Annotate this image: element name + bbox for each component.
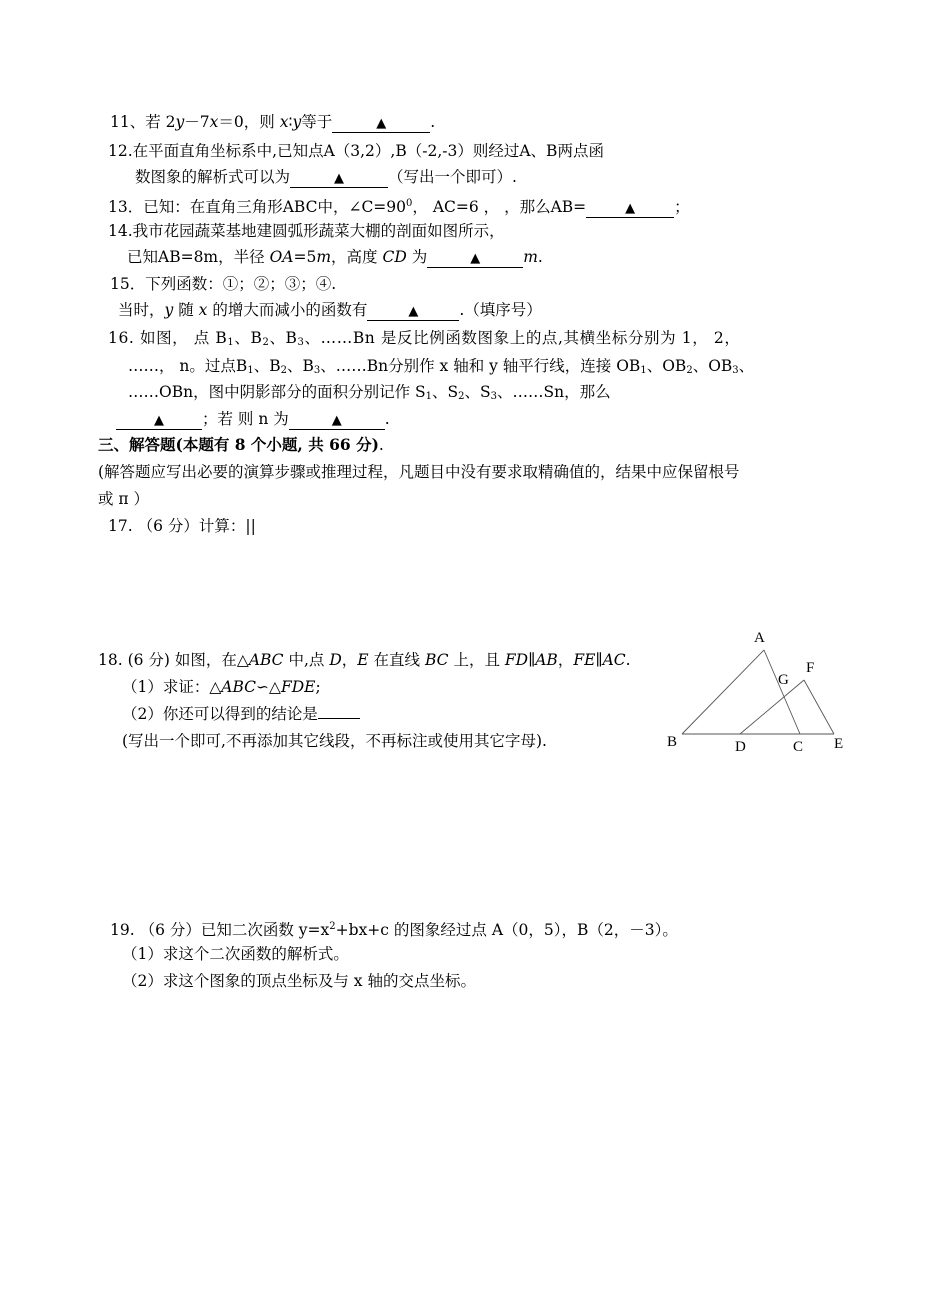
label-c: C: [793, 739, 804, 755]
label-f: F: [806, 660, 815, 676]
segment-ac: [764, 650, 800, 734]
section-3-note-line-1: (解答题应写出必要的演算步骤或推理过程，凡题目中没有要求取精确值的，结果中应保留根号: [98, 463, 740, 481]
question-17: 17. （6 分）计算：||: [108, 517, 256, 535]
question-15-line-2: 当时，y 随 x 的增大而减小的函数有 ▲ .（填序号）: [118, 301, 542, 319]
answer-blank[interactable]: [586, 199, 674, 218]
question-19-line-3: （2）求这个图象的顶点坐标及与 x 轴的交点坐标。: [122, 972, 476, 990]
question-18-line-3: （2）你还可以得到的结论是: [122, 704, 360, 724]
question-16-line-3: ……OBn，图中阴影部分的面积分别记作 $S_1$、$S_2$、$S_3$、……Sn，那么: [128, 383, 611, 402]
answer-blank[interactable]: [116, 411, 202, 430]
triangle-icon: ▲: [334, 171, 345, 186]
answer-blank[interactable]: [332, 114, 430, 133]
answer-blank[interactable]: [367, 302, 459, 321]
question-15-line-1: 15．下列函数：①；②；③；④.: [110, 275, 337, 293]
answer-blank[interactable]: [318, 718, 360, 719]
question-18-line-2: （1）求证：△ABC∽△FDE;: [122, 678, 321, 696]
question-19-line-2: （1）求这个二次函数的解析式。: [122, 945, 349, 963]
label-d: D: [735, 739, 746, 755]
label-b: B: [667, 734, 678, 750]
segment-df: [740, 680, 804, 734]
answer-blank[interactable]: [289, 411, 385, 430]
question-13: 13．已知：在直角三角形ABC中，$\angle C=90^0$， AC=6 ， ，那么AB= ▲ ；: [108, 198, 690, 216]
section-3-note-line-2: 或 π ）: [98, 490, 150, 508]
triangle-icon: ▲: [154, 413, 164, 428]
triangle-icon: ▲: [376, 116, 387, 131]
triangle-icon: ▲: [470, 251, 481, 266]
triangle-icon: ▲: [625, 201, 636, 216]
label-a: A: [754, 630, 765, 646]
question-12-line-1: 12.在平面直角坐标系中,已知点A（3,2）,B（-2,-3）则经过A、B两点函: [108, 142, 604, 160]
triangle-figure: [660, 622, 860, 762]
question-14-line-1: 14.我市花园蔬菜基地建圆弧形蔬菜大棚的剖面如图所示，: [108, 222, 505, 240]
question-18-line-4: (写出一个即可,不再添加其它线段，不再标注或使用其它字母).: [122, 732, 547, 750]
question-14-line-2: 已知AB=8m，半径 OA=5m，高度 CD 为 ▲ m.: [127, 248, 543, 266]
question-11: 11、若 2y－7x＝0，则 x∶y等于 ▲ .: [110, 113, 436, 131]
answer-blank[interactable]: [290, 169, 388, 188]
triangle-icon: ▲: [408, 304, 419, 319]
segment-ab: [682, 650, 764, 734]
label-e: E: [834, 736, 844, 752]
segment-fe: [804, 680, 834, 734]
label-g: G: [778, 672, 789, 688]
question-16-line-2: ……， n。过点$B_1$、$B_2$、$B_3$、……Bn分别作 x 轴和 y 轴平行线，连接 $OB_1$、$OB_2$、$OB_3$、: [128, 357, 755, 376]
question-19-line-1: 19. （6 分）已知二次函数 $y=x^2+bx+c$ 的图象经过点 A（0，5），B（2，－3）。: [110, 921, 678, 939]
question-12-line-2: 数图象的解析式可以为 ▲ （写出一个即可）.: [135, 168, 517, 186]
question-16-line-1: 16. 如图， 点 $B_1$、$B_2$、$B_3$、……Bn 是反比例函数图象上的点,其横坐标分别为 1， 2，: [108, 329, 741, 348]
question-16-line-4: ▲ ；若 则 n 为 ▲ .: [116, 409, 390, 430]
section-3-heading: 三、解答题(本题有 8 个小题, 共 66 分).: [98, 435, 384, 454]
answer-blank[interactable]: [427, 249, 523, 268]
question-18-line-1: 18. (6 分) 如图，在△ABC 中,点 D，E 在直线 BC 上，且 FD∥AB，FE∥AC.: [98, 651, 631, 669]
triangle-icon: ▲: [331, 413, 342, 428]
